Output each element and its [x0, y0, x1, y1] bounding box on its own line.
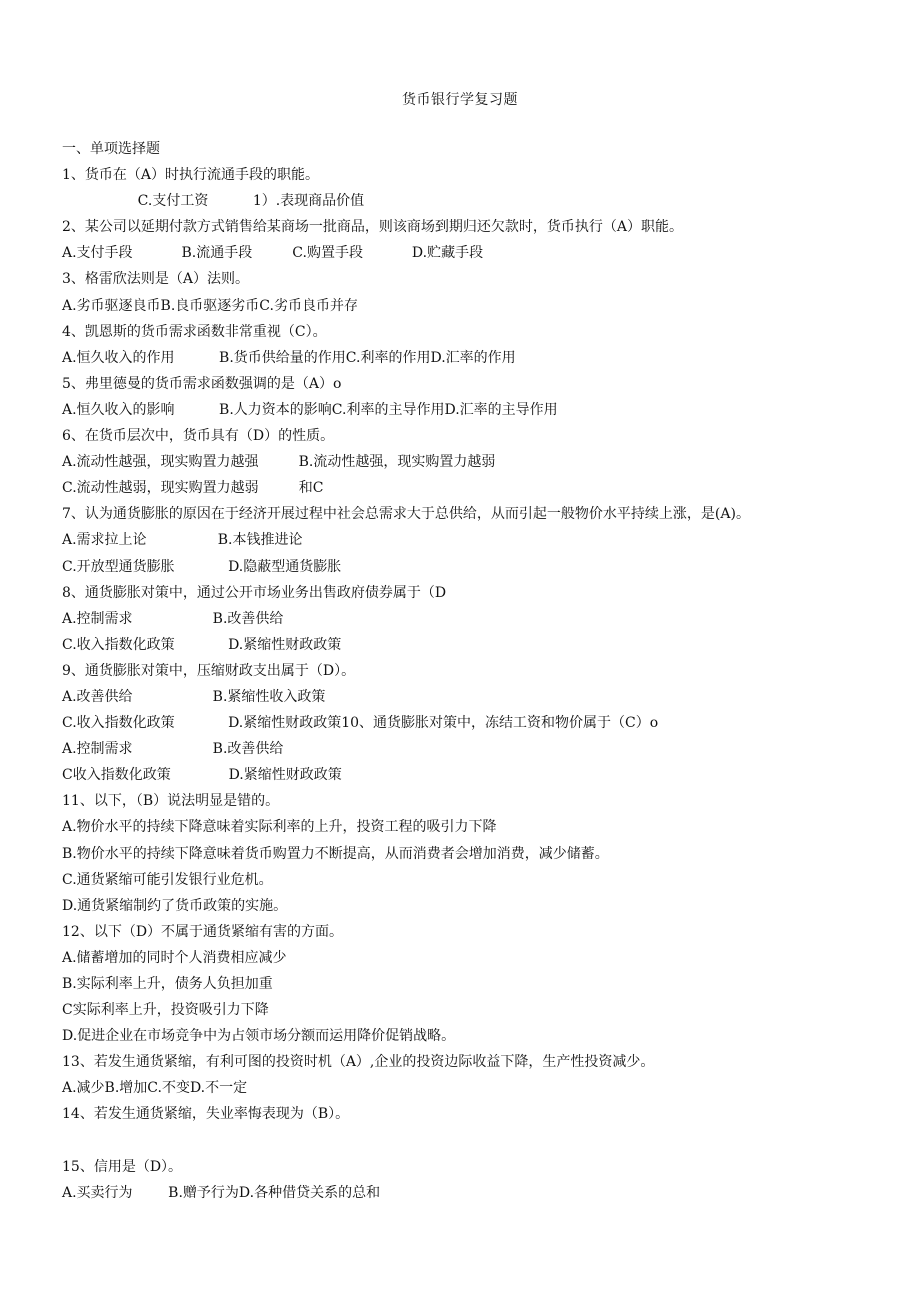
text-line: C.支付工资 1）.表现商品价值	[62, 193, 365, 210]
text-line: 2、某公司以延期付款方式销售给某商场一批商品，则该商场到期归还欠款时，货币执行（A）职能。	[62, 219, 684, 236]
document-title: 货币银行学复习题	[402, 92, 518, 108]
text-line: 4、凯恩斯的货币需求函数非常重视（C）。	[62, 323, 327, 340]
text-line: 1、货币在（A）时执行流通手段的职能。	[62, 167, 320, 184]
blank-line	[62, 1128, 882, 1154]
text-line: 6、在货币层次中，货币具有（D）的性质。	[62, 428, 335, 445]
text-line: D.通货紧缩制约了货币政策的实施。	[62, 897, 288, 914]
text-line: A.买卖行为 B.赠予行为D.各种借贷关系的总和	[62, 1184, 381, 1201]
text-line: A.物价水平的持续下降意味着实际利率的上升，投资工程的吸引力下降	[62, 819, 497, 836]
text-line: C.收入指数化政策 D.紧缩性财政政策	[62, 636, 342, 653]
text-line: 13、若发生通货紧缩，有利可图的投资时机（A）,企业的投资边际收益下降，生产性投资减少。	[62, 1054, 655, 1071]
text-line: A.恒久收入的影响 B.人力资本的影响C.利率的主导作用D.汇率的主导作用	[62, 401, 558, 418]
text-line: C.收入指数化政策 D.紧缩性财政政策10、通货膨胀对策中，冻结工资和物价属于（C）o	[62, 715, 659, 732]
text-line: C.流动性越弱，现实购置力越弱 和C	[62, 480, 324, 497]
text-line: 5、弗里德曼的货币需求函数强调的是（A）o	[62, 375, 342, 392]
text-line: A.需求拉上论 B.本钱推进论	[62, 532, 303, 549]
text-line: C收入指数化政策 D.紧缩性财政政策	[62, 767, 342, 784]
text-line: A.劣币驱逐良币B.良币驱逐劣币C.劣币良币并存	[62, 297, 358, 314]
text-line: 3、格雷欣法则是（A）法则。	[62, 271, 250, 288]
text-line: D.促进企业在市场竞争中为占领市场分额而运用降价促销战略。	[62, 1028, 456, 1045]
text-line: 9、通货膨胀对策中，压缩财政支出属于（D）。	[62, 662, 356, 679]
text-line: B.物价水平的持续下降意味着货币购置力不断提高，从而消费者会增加消费，减少储蓄。	[62, 845, 609, 862]
text-line: A.储蓄增加的同时个人消费相应减少	[62, 949, 287, 966]
text-line: C实际利率上升，投资吸引力下降	[62, 1002, 269, 1019]
text-line: C.通货紧缩可能引发银行业危机。	[62, 871, 273, 888]
text-line: A.流动性越强，现实购置力越强 B.流动性越强，现实购置力越弱	[62, 454, 496, 471]
text-line: A.控制需求 B.改善供给	[62, 741, 284, 758]
document-body	[62, 136, 882, 1206]
text-line: A.减少B.增加C.不变D.不一定	[62, 1080, 248, 1097]
text-line: 11、以下，（B）说法明显是错的。	[62, 793, 280, 810]
text-line: A.恒久收入的作用 B.货币供给量的作用C.利率的作用D.汇率的作用	[62, 349, 516, 366]
text-line: C.开放型通货膨胀 D.隐蔽型通货膨胀	[62, 558, 342, 575]
text-line: 15、信用是（D）。	[62, 1158, 183, 1175]
text-line: 8、通货膨胀对策中，通过公开市场业务出售政府债券属于（D	[62, 584, 447, 601]
text-line: B.实际利率上升，债务人负担加重	[62, 976, 273, 992]
text-line: A.支付手段 B.流通手段 C.购置手段 D.贮藏手段	[62, 245, 484, 262]
text-line: 12、以下（D）不属于通货紧缩有害的方面。	[62, 923, 344, 940]
text-line: 一、单项选择题	[62, 141, 160, 157]
text-line: 7、认为通货膨胀的原因在于经济开展过程中社会总需求大于总供给，从而引起一般物价水平持续上涨，是(A)。	[62, 506, 750, 523]
text-line: A.控制需求 B.改善供给	[62, 610, 284, 627]
text-line: 14、若发生通货紧缩，失业率悔表现为（B）。	[62, 1106, 350, 1123]
text-line: A.改善供给 B.紧缩性收入政策	[62, 688, 326, 705]
